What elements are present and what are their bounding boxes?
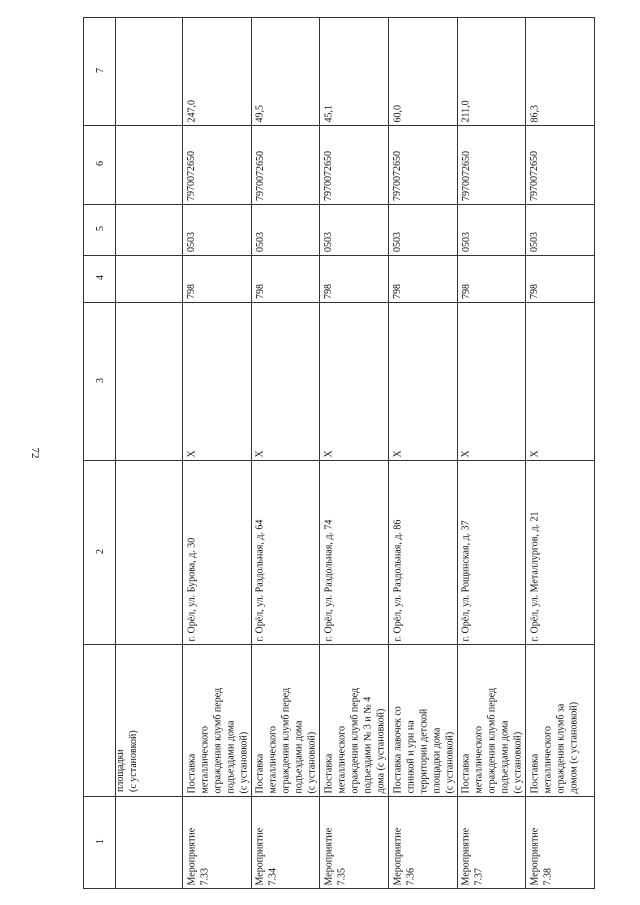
cell-col3 bbox=[183, 303, 252, 461]
cell-event bbox=[457, 797, 526, 889]
value-col4: 798 bbox=[460, 284, 472, 299]
cell-col6 bbox=[320, 126, 389, 205]
value-col3: X bbox=[254, 449, 266, 457]
value-col6: 7970072650 bbox=[529, 151, 541, 201]
event-label: Мероприятие 7.35 bbox=[323, 827, 348, 885]
table-band-event bbox=[84, 797, 595, 889]
cell-col4 bbox=[389, 256, 458, 303]
cell-col5 bbox=[526, 205, 595, 256]
cell-address bbox=[526, 461, 595, 645]
value-col3: X bbox=[460, 449, 472, 457]
value-col7: 86,3 bbox=[529, 104, 541, 122]
continuation-cell bbox=[115, 797, 183, 889]
value-col6: 7970072650 bbox=[186, 151, 198, 201]
column-header: 5 bbox=[95, 226, 106, 231]
value-col3: X bbox=[529, 449, 541, 457]
value-col3: X bbox=[186, 449, 198, 457]
event-description: Поставка металлического ограждения клумб перед подъездами дома (с установкой) bbox=[254, 687, 318, 793]
column-header-cell bbox=[84, 18, 116, 126]
cell-address bbox=[389, 461, 458, 645]
value-col4: 798 bbox=[323, 284, 335, 299]
continuation-cell bbox=[115, 205, 183, 256]
cell-col3 bbox=[457, 303, 526, 461]
value-col7: 247,0 bbox=[186, 99, 198, 122]
column-header-cell bbox=[84, 205, 116, 256]
event-label: Мероприятие 7.34 bbox=[254, 827, 279, 885]
cell-col5 bbox=[251, 205, 320, 256]
value-col7: 60,0 bbox=[392, 104, 404, 122]
cell-name bbox=[457, 645, 526, 797]
value-col6: 7970072650 bbox=[323, 151, 335, 201]
cell-name bbox=[320, 645, 389, 797]
table-band-col4 bbox=[84, 256, 595, 303]
column-header: 7 bbox=[95, 67, 106, 73]
cell-event bbox=[320, 797, 389, 889]
cell-address bbox=[457, 461, 526, 645]
cell-col7 bbox=[251, 18, 320, 126]
value-col4: 798 bbox=[186, 284, 198, 299]
cell-event bbox=[389, 797, 458, 889]
column-header-cell bbox=[84, 461, 116, 645]
value-col3: X bbox=[323, 449, 335, 457]
cell-name bbox=[183, 645, 252, 797]
event-description: Поставка металлического ограждения клумб перед подъездами дома (с установкой) bbox=[460, 687, 524, 793]
cell-col5 bbox=[457, 205, 526, 256]
value-col7: 49,5 bbox=[254, 104, 266, 122]
value-col5: 0503 bbox=[186, 232, 198, 252]
cell-address bbox=[320, 461, 389, 645]
column-header-cell bbox=[84, 126, 116, 205]
value-col7: 211,0 bbox=[460, 99, 472, 122]
cell-col4 bbox=[457, 256, 526, 303]
column-header: 6 bbox=[95, 161, 106, 166]
value-col5: 0503 bbox=[323, 232, 335, 252]
value-col7: 45,1 bbox=[323, 104, 335, 122]
column-header: 2 bbox=[95, 548, 106, 554]
column-header: 1 bbox=[95, 838, 106, 844]
event-description: Поставка металлического ограждения клумб за домом (с установкой) bbox=[529, 701, 580, 793]
cell-col6 bbox=[183, 126, 252, 205]
column-header-cell bbox=[84, 645, 116, 797]
column-header-cell bbox=[84, 797, 116, 889]
cell-name bbox=[389, 645, 458, 797]
cell-event bbox=[526, 797, 595, 889]
table-band-col6 bbox=[84, 126, 595, 205]
column-header: 3 bbox=[95, 377, 106, 383]
cell-col3 bbox=[389, 303, 458, 461]
cell-col7 bbox=[183, 18, 252, 126]
cell-col6 bbox=[251, 126, 320, 205]
cell-name bbox=[526, 645, 595, 797]
table-band-col3 bbox=[84, 303, 595, 461]
continuation-cell bbox=[115, 303, 183, 461]
column-header: 4 bbox=[95, 275, 106, 280]
value-col5: 0503 bbox=[254, 232, 266, 252]
cell-event bbox=[183, 797, 252, 889]
continuation-text: площадки (с установкой) bbox=[115, 730, 140, 792]
cell-col4 bbox=[183, 256, 252, 303]
event-description: Поставка металлического ограждения клумб перед подъездами № 3 и № 4 дома (с установкой) bbox=[323, 687, 387, 793]
cell-col5 bbox=[320, 205, 389, 256]
value-col6: 7970072650 bbox=[254, 151, 266, 201]
cell-col6 bbox=[526, 126, 595, 205]
cell-name bbox=[251, 645, 320, 797]
cell-col6 bbox=[389, 126, 458, 205]
event-label: Мероприятие 7.38 bbox=[529, 827, 554, 885]
value-col5: 0503 bbox=[529, 232, 541, 252]
table-band-name bbox=[84, 645, 595, 797]
event-label: Мероприятие 7.33 bbox=[186, 827, 211, 885]
continuation-cell bbox=[115, 256, 183, 303]
continuation-cell bbox=[115, 126, 183, 205]
value-col6: 7970072650 bbox=[392, 151, 404, 201]
event-label: Мероприятие 7.37 bbox=[460, 827, 485, 885]
value-col5: 0503 bbox=[392, 232, 404, 252]
address-text: г. Орёл, ул. Раздольная, д. 74 bbox=[323, 519, 335, 641]
cell-col3 bbox=[320, 303, 389, 461]
continuation-cell bbox=[115, 645, 183, 797]
cell-col7 bbox=[457, 18, 526, 126]
address-text: г. Орёл, ул. Металлургов, д. 21 bbox=[529, 510, 541, 641]
cell-address bbox=[251, 461, 320, 645]
cell-col7 bbox=[389, 18, 458, 126]
continuation-cell bbox=[115, 461, 183, 645]
cell-col6 bbox=[457, 126, 526, 205]
value-col4: 798 bbox=[392, 284, 404, 299]
cell-col5 bbox=[389, 205, 458, 256]
table-band-col7 bbox=[84, 18, 595, 126]
page-number: 72 bbox=[29, 447, 41, 459]
continuation-cell bbox=[115, 18, 183, 126]
column-header-cell bbox=[84, 303, 116, 461]
cell-event bbox=[251, 797, 320, 889]
cell-col7 bbox=[526, 18, 595, 126]
cell-col4 bbox=[320, 256, 389, 303]
value-col5: 0503 bbox=[460, 232, 472, 252]
address-text: г. Орёл, ул. Рощинская, д. 37 bbox=[460, 519, 472, 641]
event-description: Поставка лавочек со спинкой и урн на территории детской площадки дома (с установкой) bbox=[392, 705, 456, 793]
event-label: Мероприятие 7.36 bbox=[392, 827, 417, 885]
cell-col7 bbox=[320, 18, 389, 126]
address-text: г. Орёл, ул. Раздольная, д. 64 bbox=[254, 519, 266, 641]
budget-table bbox=[83, 17, 595, 888]
address-text: г. Орёл, ул. Бурова, д. 30 bbox=[186, 537, 198, 641]
table-band-address bbox=[84, 461, 595, 645]
cell-col5 bbox=[183, 205, 252, 256]
cell-col4 bbox=[251, 256, 320, 303]
event-description: Поставка металлического ограждения клумб перед подъездами дома (с установкой) bbox=[186, 687, 250, 793]
value-col6: 7970072650 bbox=[460, 151, 472, 201]
value-col4: 798 bbox=[529, 284, 541, 299]
address-text: г. Орёл, ул. Раздольная, д. 86 bbox=[392, 519, 404, 641]
cell-col4 bbox=[526, 256, 595, 303]
table-band-col5 bbox=[84, 205, 595, 256]
value-col3: X bbox=[392, 449, 404, 457]
value-col4: 798 bbox=[254, 284, 266, 299]
cell-address bbox=[183, 461, 252, 645]
cell-col3 bbox=[251, 303, 320, 461]
column-header-cell bbox=[84, 256, 116, 303]
cell-col3 bbox=[526, 303, 595, 461]
